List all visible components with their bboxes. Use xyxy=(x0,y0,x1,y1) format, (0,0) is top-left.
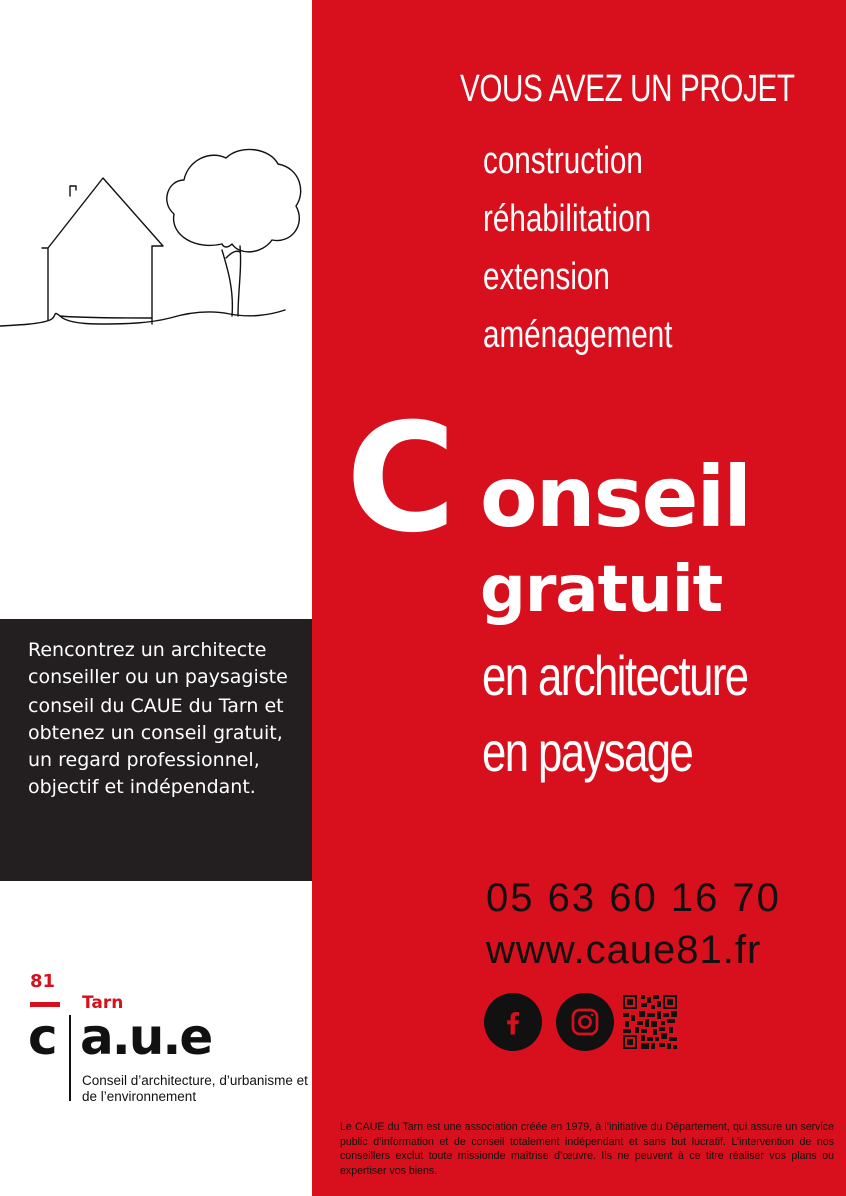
domain-architecture: en architecture xyxy=(482,644,748,707)
logo-letters-aue: a.u.e xyxy=(80,1008,212,1066)
project-type-item: réhabilitation xyxy=(483,198,652,240)
logo-letter-c: c xyxy=(28,1008,58,1066)
phone-number[interactable]: 05 63 60 16 70 xyxy=(486,876,781,920)
domain-landscape: en paysage xyxy=(482,720,693,783)
project-type-list xyxy=(483,132,726,364)
legal-disclaimer: Le CAUE du Tarn est une association créée en 1979, à l’initiative du Département, qui assure un service public d’information et de conseil totalement indépendant et sans but lucratif. L’intervention de nos conseillers exclut toute missionde maîtrise d’œuvre. Ils ne peuvent à ce titre réaliser vos plans ou expertiser vos biens. xyxy=(340,1121,834,1177)
title-subtitle: gratuit xyxy=(480,553,723,627)
website-link[interactable]: www.caue81.fr xyxy=(486,928,762,972)
project-type-item: construction xyxy=(483,140,643,182)
qr-code[interactable] xyxy=(621,993,679,1051)
project-type-item: extension xyxy=(483,256,610,298)
logo-department-number: 81 xyxy=(30,971,56,992)
headline: VOUS AVEZ UN PROJET xyxy=(460,68,795,110)
info-paragraph: Rencontrez un architecte conseiller ou un paysagiste xyxy=(28,639,288,688)
logo-full-name: Conseil d’architecture, d’urbanisme et de l’environnement xyxy=(82,1073,308,1104)
instagram-icon[interactable] xyxy=(556,993,614,1051)
info-paragraph: conseil du CAUE du Tarn et obtenez un conseil gratuit, un regard professionnel, objectif et indépendant. xyxy=(28,695,284,798)
title-rest: onseil xyxy=(480,448,751,546)
logo-red-bar xyxy=(30,1002,60,1007)
title-initial: C xyxy=(346,392,453,566)
facebook-icon[interactable] xyxy=(484,993,542,1051)
info-box xyxy=(0,619,312,881)
logo-region: Tarn xyxy=(82,993,124,1013)
house-and-tree-sketch xyxy=(0,140,312,340)
project-type-item: aménagement xyxy=(483,314,673,356)
logo-separator xyxy=(69,1015,71,1101)
